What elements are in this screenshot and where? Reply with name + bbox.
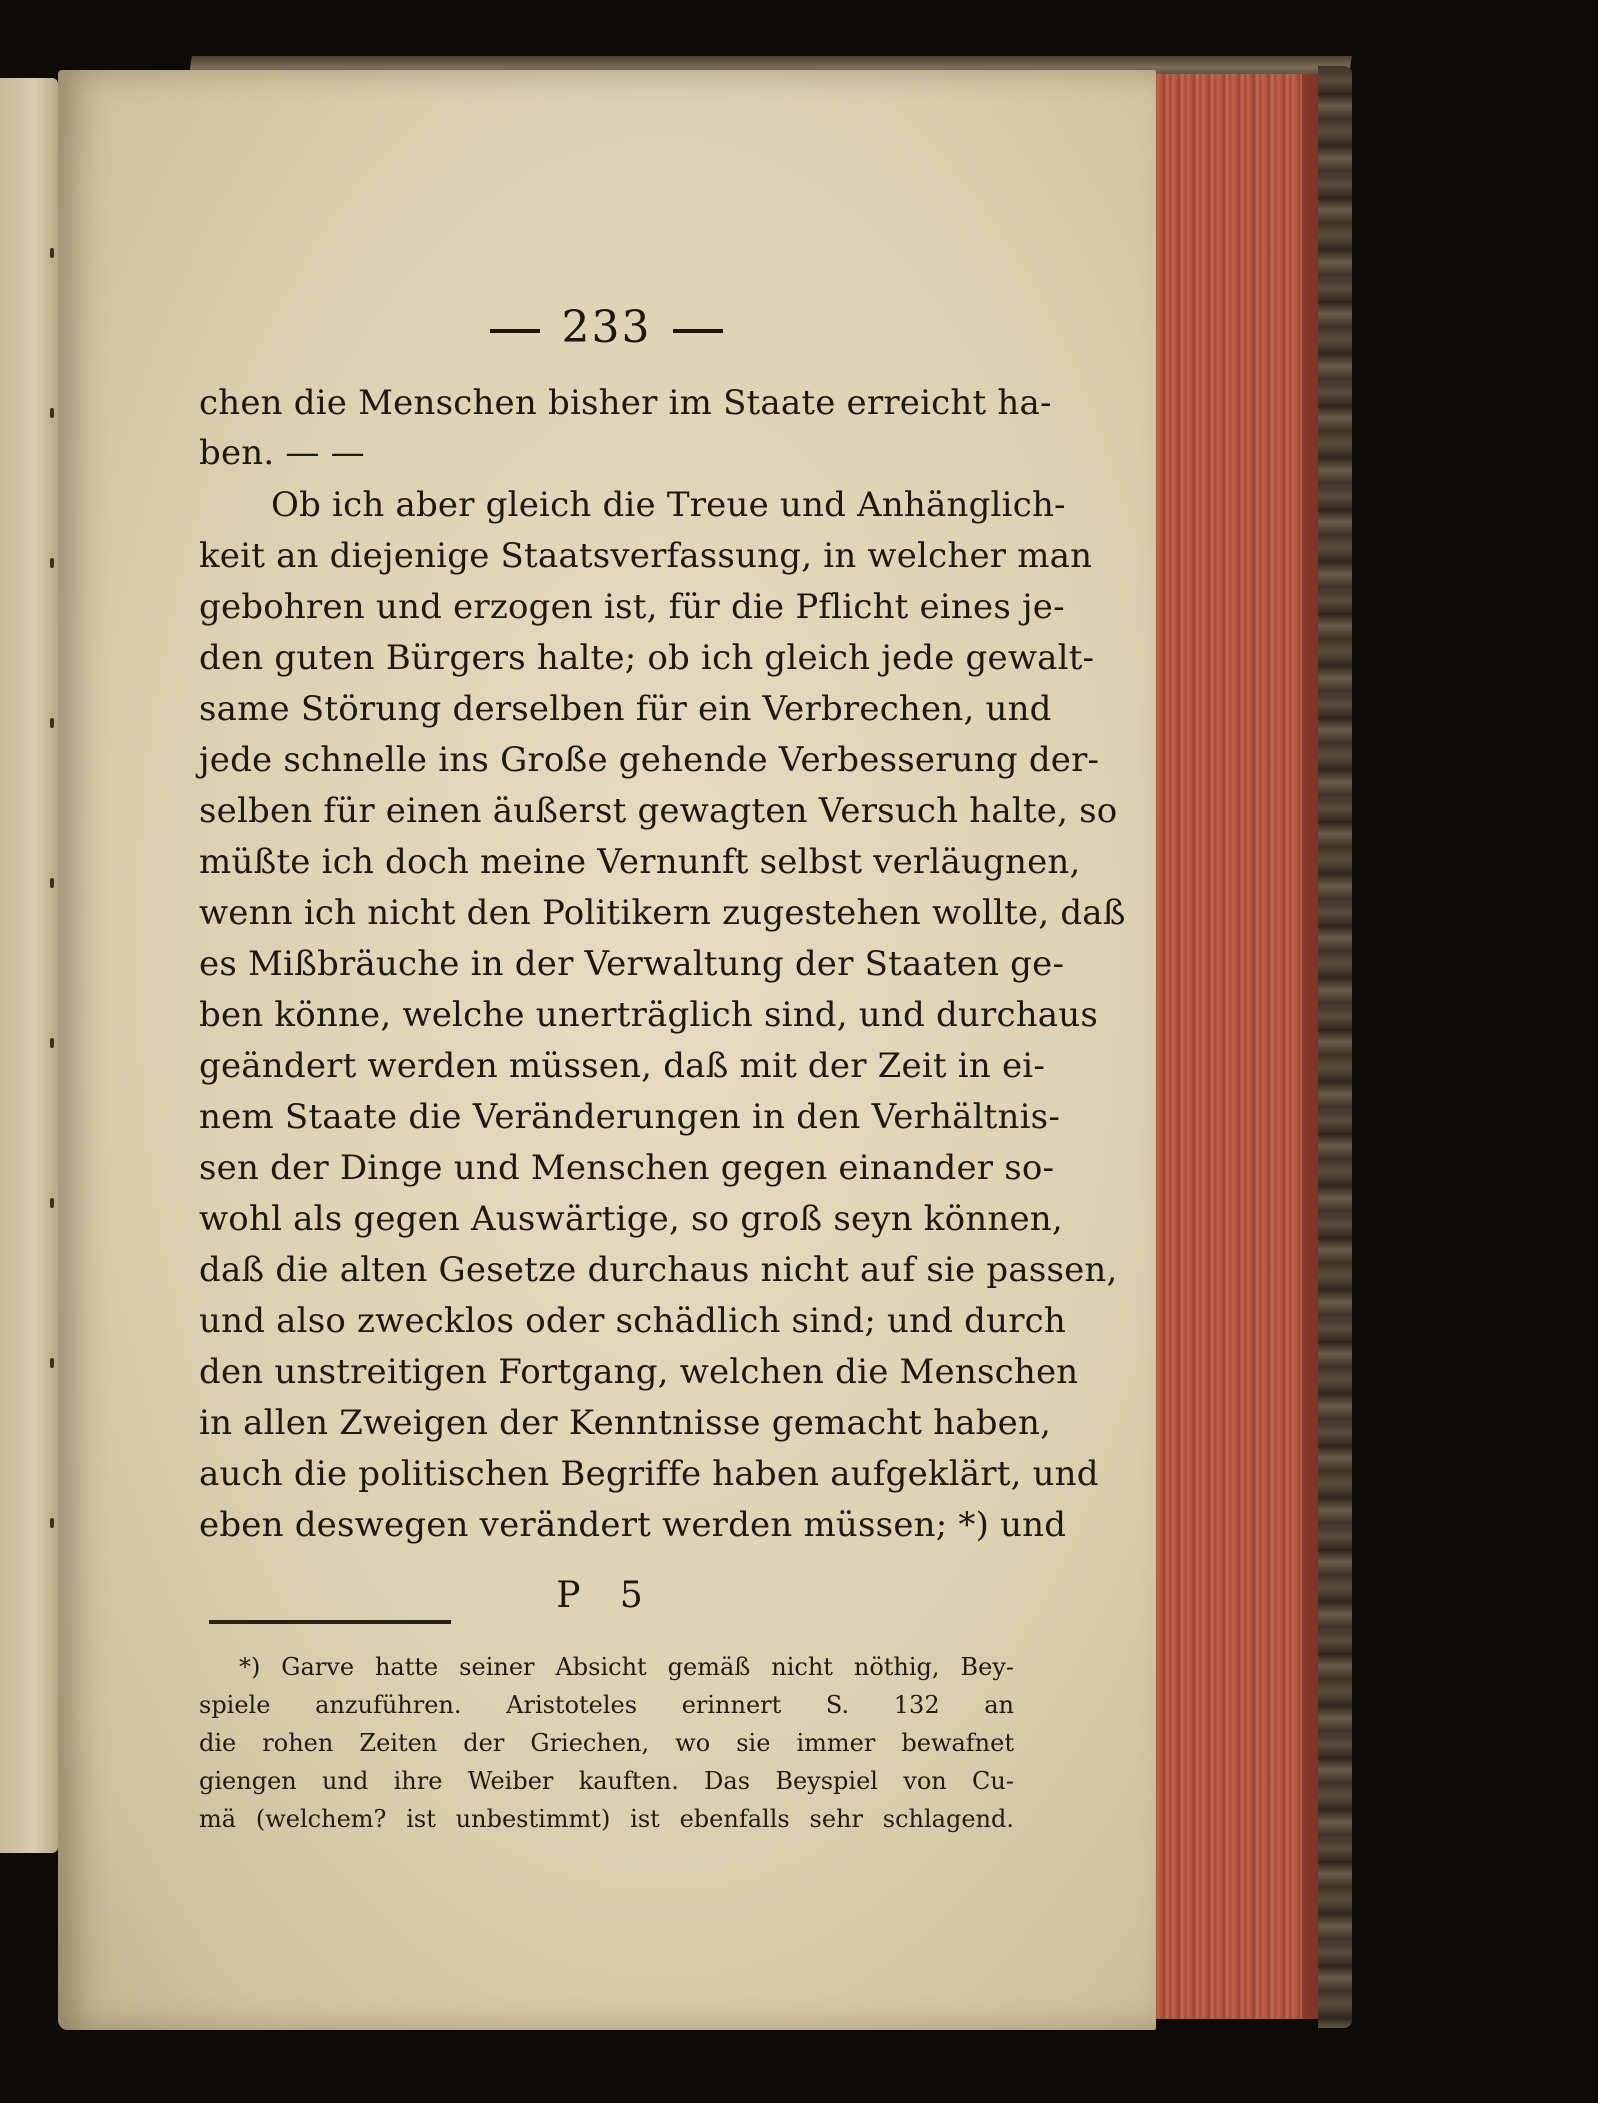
facing-page-mark	[50, 1198, 54, 1208]
cover-edge	[1318, 66, 1352, 2028]
facing-page-mark	[50, 408, 54, 418]
facing-page-mark	[50, 878, 54, 888]
footnote-line: die rohen Zeiten der Griechen, wo sie immer bewafnet	[199, 1729, 1014, 1757]
footnote-line: giengen und ihre Weiber kauften. Das Beyspiel von Cu-	[199, 1767, 1014, 1795]
body-line: geändert werden müssen, daß mit der Zeit in ei-	[199, 1046, 1046, 1086]
body-line: daß die alten Gesetze durchaus nicht auf sie passen,	[199, 1250, 1118, 1290]
signature-mark: P 5	[556, 1575, 657, 1616]
body-line: chen die Menschen bisher im Staate erreicht ha-	[199, 383, 1052, 423]
facing-page-mark	[50, 1358, 54, 1368]
body-line: nem Staate die Veränderungen in den Verhältnis-	[199, 1097, 1061, 1137]
body-line: wenn ich nicht den Politikern zugestehen wollte, daß	[199, 893, 1126, 933]
body-line: wohl als gegen Auswärtige, so groß seyn können,	[199, 1199, 1063, 1239]
book-page	[58, 70, 1156, 2030]
body-line: same Störung derselben für ein Verbrechen, und	[199, 689, 1052, 729]
header-dash-right	[673, 329, 723, 333]
body-line: selben für einen äußerst gewagten Versuch halte, so	[199, 791, 1118, 831]
facing-page-edge	[0, 78, 58, 1853]
body-line: den unstreitigen Fortgang, welchen die Menschen	[199, 1352, 1079, 1392]
body-line: eben deswegen verändert werden müssen; *) und	[199, 1505, 1067, 1545]
page-number: 233	[561, 302, 652, 353]
body-line: ben könne, welche unerträglich sind, und durchaus	[199, 995, 1099, 1035]
facing-page-mark	[50, 1038, 54, 1048]
footnote-rule	[209, 1620, 451, 1624]
body-line: Ob ich aber gleich die Treue und Anhänglich-	[271, 485, 1066, 525]
body-line: ben. — —	[199, 433, 365, 473]
facing-page-mark	[50, 718, 54, 728]
footnote-line: *) Garve hatte seiner Absicht gemäß nicht nöthig, Bey-	[239, 1653, 1014, 1681]
footnote-line: spiele anzuführen. Aristoteles erinnert S. 132 an	[199, 1691, 1014, 1719]
body-line: müßte ich doch meine Vernunft selbst verläugnen,	[199, 842, 1081, 882]
page-header	[199, 302, 1014, 353]
body-line: den guten Bürgers halte; ob ich gleich jede gewalt-	[199, 638, 1095, 678]
body-line: keit an diejenige Staatsverfassung, in welcher man	[199, 536, 1093, 576]
body-line: gebohren und erzogen ist, für die Pflicht eines je-	[199, 587, 1065, 627]
red-fore-edge	[1140, 74, 1340, 2019]
body-line: sen der Dinge und Menschen gegen einander so-	[199, 1148, 1055, 1188]
body-line: es Mißbräuche in der Verwaltung der Staaten ge-	[199, 944, 1065, 984]
body-line: auch die politischen Begriffe haben aufgeklärt, und	[199, 1454, 1099, 1494]
facing-page-mark	[50, 1518, 54, 1528]
facing-page-mark	[50, 248, 54, 258]
header-dash-left	[490, 329, 540, 333]
facing-page-mark	[50, 558, 54, 568]
body-line: in allen Zweigen der Kenntnisse gemacht haben,	[199, 1403, 1052, 1443]
body-line: und also zwecklos oder schädlich sind; und durch	[199, 1301, 1067, 1341]
footnote-line: mä (welchem? ist unbestimmt) ist ebenfalls sehr schlagend.	[199, 1805, 1014, 1833]
body-line: jede schnelle ins Große gehende Verbesserung der-	[199, 740, 1100, 780]
